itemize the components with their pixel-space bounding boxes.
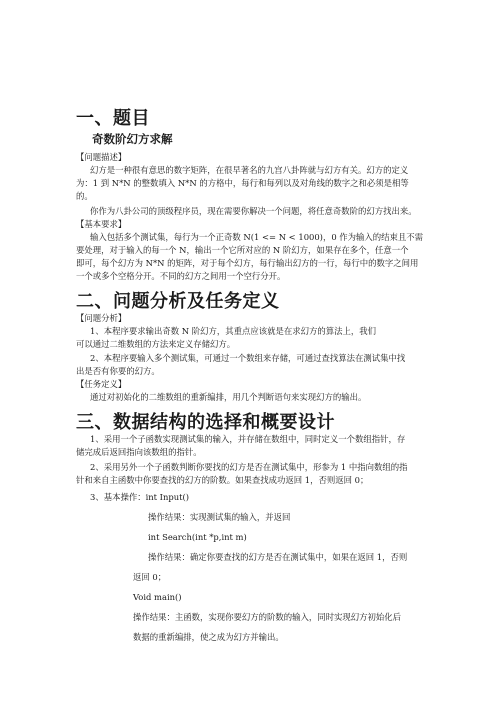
operation-result-line: 返回 0； [133,572,167,582]
section-3-title: 三、数据结构的选择和概要设计 [76,412,335,433]
requirements-text-line: 一个或多个空格分开。不同的幻方之间用一个空行分开。 [76,271,286,281]
analysis-text-line: 2、本程序要输入多个测试集，可通过一个数组来存储，可通过查找算法在测试集中找 [90,353,406,363]
design-text-line: 2、采用另外一个子函数判断你要找的幻方是否在测试集中，形参为 1 中指向数组的指 [90,462,408,472]
section-1-title: 一、题目 [76,108,150,129]
task-definition-tag: 【任务定义】 [76,379,127,389]
design-text-line: 针和来自主函数中你要查找的幻方的阶数。如果查找成功返回 1，否则返回 0； [76,475,369,485]
operation-result-line: 操作结果：主函数，实现你要幻方的阶数的输入，同时实现幻方初始化后 [133,612,401,622]
analysis-text-line: 可以通过二维数组的方法来定义存储幻方。 [76,339,236,349]
requirements-text-line: 输入包括多个测试集，每行为一个正奇数 N(1 <= N < 1000)，0 作为输入的结束且不需 [90,232,424,242]
requirements-text-line: 即可，每个幻方为 N*N 的矩阵，对于每个幻方，每行输出幻方的一行，每行中的数字之间用 [76,258,419,268]
function-signature: Void main() [133,592,182,602]
problem-text-line: 的。 [76,191,93,201]
problem-text-line: 你作为八卦公司的顶级程序员，现在需要你解决一个问题，将任意奇数阶的幻方找出来。 [90,206,417,216]
operation-result-line: 数据的重新编排，使之成为幻方并输出。 [133,632,284,642]
basic-requirements-tag: 【基本要求】 [76,219,127,229]
function-signature: int Search(int *p,int m) [148,532,247,542]
problem-description-tag: 【问题描述】 [76,152,127,162]
design-text-line: 1、采用一个子函数实现测试集的输入，并存储在数组中，同时定义一个数组指针，存 [90,434,406,444]
basic-operations-line: 3、基本操作：int Input() [90,492,190,502]
problem-text-line: 幻方是一种很有意思的数字矩阵，在很早著名的九宫八卦阵就与幻方有关。幻方的定义 [90,165,409,175]
requirements-text-line: 要处理，对于输入的每一个 N，输出一个它所对应的 N 阶幻方，如果存在多个，任意一个 [76,245,409,255]
problem-text-line: 为：1 到 N*N 的整数填入 N*N 的方格中，每行和每列以及对角线的数字之和必须是相等 [76,178,409,188]
section-2-title: 二、问题分析及任务定义 [76,291,280,312]
operation-result-line: 操作结果：确定你要查找的幻方是否在测试集中，如果在返回 1，否则 [148,552,408,562]
topic-title: 奇数阶幻方求解 [92,132,173,146]
analysis-text-line: 出是否有你要的幻方。 [76,366,160,376]
analysis-text-line: 1、本程序要求输出奇数 N 阶幻方，其重点应该就是在求幻方的算法上，我们 [90,326,376,336]
problem-analysis-tag: 【问题分析】 [76,313,127,323]
design-text-line: 储完成后返回指向该数组的指针。 [76,447,202,457]
task-text-line: 通过对初始化的二维数组的重新编排，用几个判断语句来实现幻方的输出。 [90,392,367,402]
operation-result-line: 操作结果：实现测试集的输入，并返回 [148,512,291,522]
